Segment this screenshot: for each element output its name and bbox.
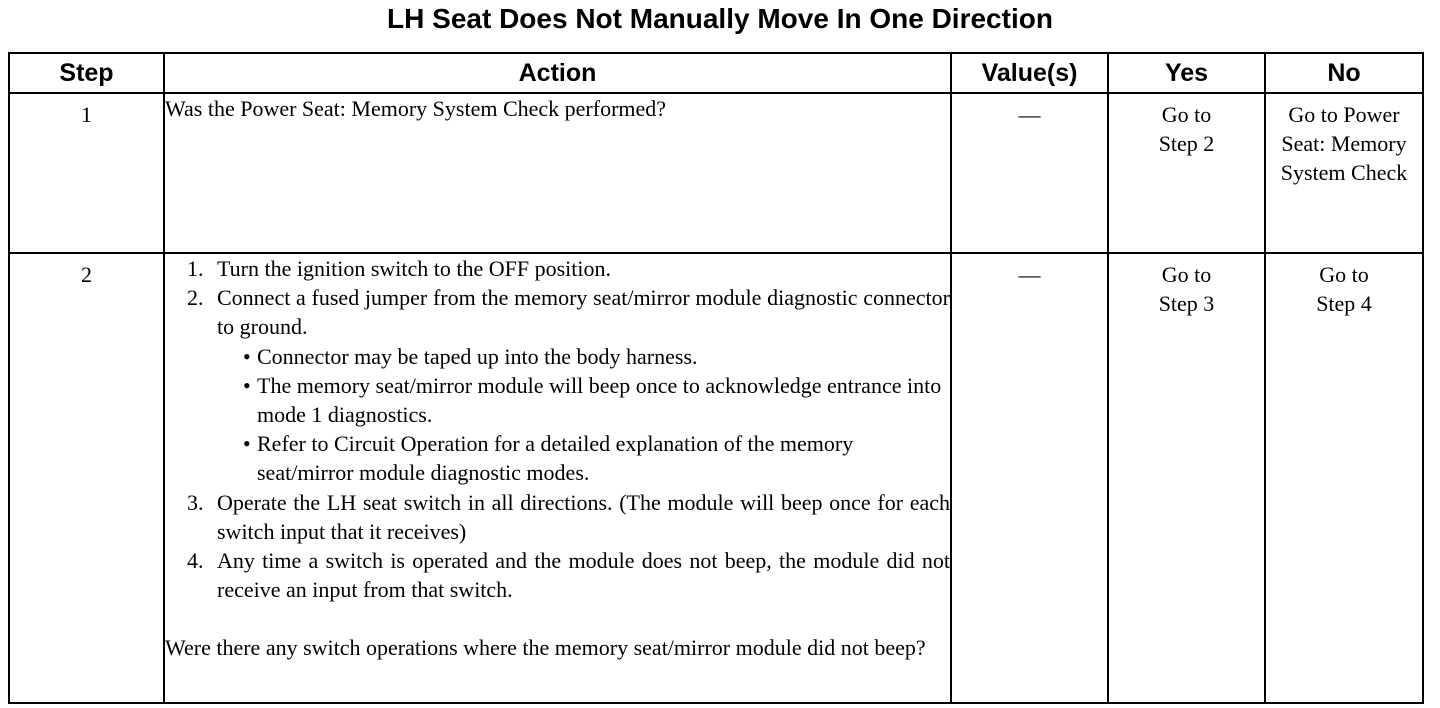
table-header-row <box>9 53 1423 93</box>
action-steps-list <box>165 254 950 604</box>
list-item <box>165 283 950 487</box>
bullet-text: Connector may be taped up into the body harness. <box>257 343 698 369</box>
value-cell: — <box>951 253 1108 703</box>
action-cell: Was the Power Seat: Memory System Check performed? <box>164 93 951 253</box>
table-row <box>9 253 1423 703</box>
list-item-number: 3. <box>187 489 204 515</box>
header-action: Action <box>164 53 951 93</box>
no-cell: Go to Step 4 <box>1265 253 1423 703</box>
action-cell <box>164 253 951 703</box>
list-item <box>165 254 950 283</box>
bullet-item <box>217 429 950 487</box>
value-cell: — <box>951 93 1108 253</box>
list-item-text: Any time a switch is operated and the module does not beep, the module did not receive an input from that switch. <box>217 548 950 603</box>
list-item <box>165 546 950 604</box>
action-question: Were there any switch operations where the memory seat/mirror module did not beep? <box>165 635 926 661</box>
list-item-number: 4. <box>187 548 204 574</box>
step-number: 1 <box>9 93 164 253</box>
sub-bullet-list <box>217 342 950 488</box>
header-values: Value(s) <box>951 53 1108 93</box>
list-item-text: Operate the LH seat switch in all directions. (The module will beep once for each switch input that it receives) <box>217 489 950 544</box>
yes-cell: Go to Step 3 <box>1108 253 1265 703</box>
header-yes: Yes <box>1108 53 1265 93</box>
bullet-icon: • <box>243 372 251 398</box>
diagnostic-table <box>8 52 1424 704</box>
step-number: 2 <box>9 253 164 703</box>
list-item-number: 1. <box>187 256 204 281</box>
bullet-icon: • <box>243 343 251 369</box>
header-step: Step <box>9 53 164 93</box>
table-row <box>9 93 1423 253</box>
yes-cell: Go to Step 2 <box>1108 93 1265 253</box>
bullet-icon: • <box>243 431 251 457</box>
bullet-item <box>217 371 950 429</box>
header-no: No <box>1265 53 1423 93</box>
list-item-number: 2. <box>187 285 204 311</box>
page-title: LH Seat Does Not Manually Move In One Direction <box>387 3 1053 34</box>
bullet-item <box>217 342 950 371</box>
list-item-text: Connect a fused jumper from the memory seat/mirror module diagnostic connector to ground. <box>217 285 950 340</box>
list-item <box>165 488 950 546</box>
no-cell: Go to Power Seat: Memory System Check <box>1265 93 1423 253</box>
bullet-text: Refer to Circuit Operation for a detailed explanation of the memory seat/mirror module diagnostic modes. <box>257 431 854 486</box>
list-item-text: Turn the ignition switch to the OFF position. <box>217 256 612 281</box>
bullet-text: The memory seat/mirror module will beep once to acknowledge entrance into mode 1 diagnostics. <box>257 372 942 428</box>
